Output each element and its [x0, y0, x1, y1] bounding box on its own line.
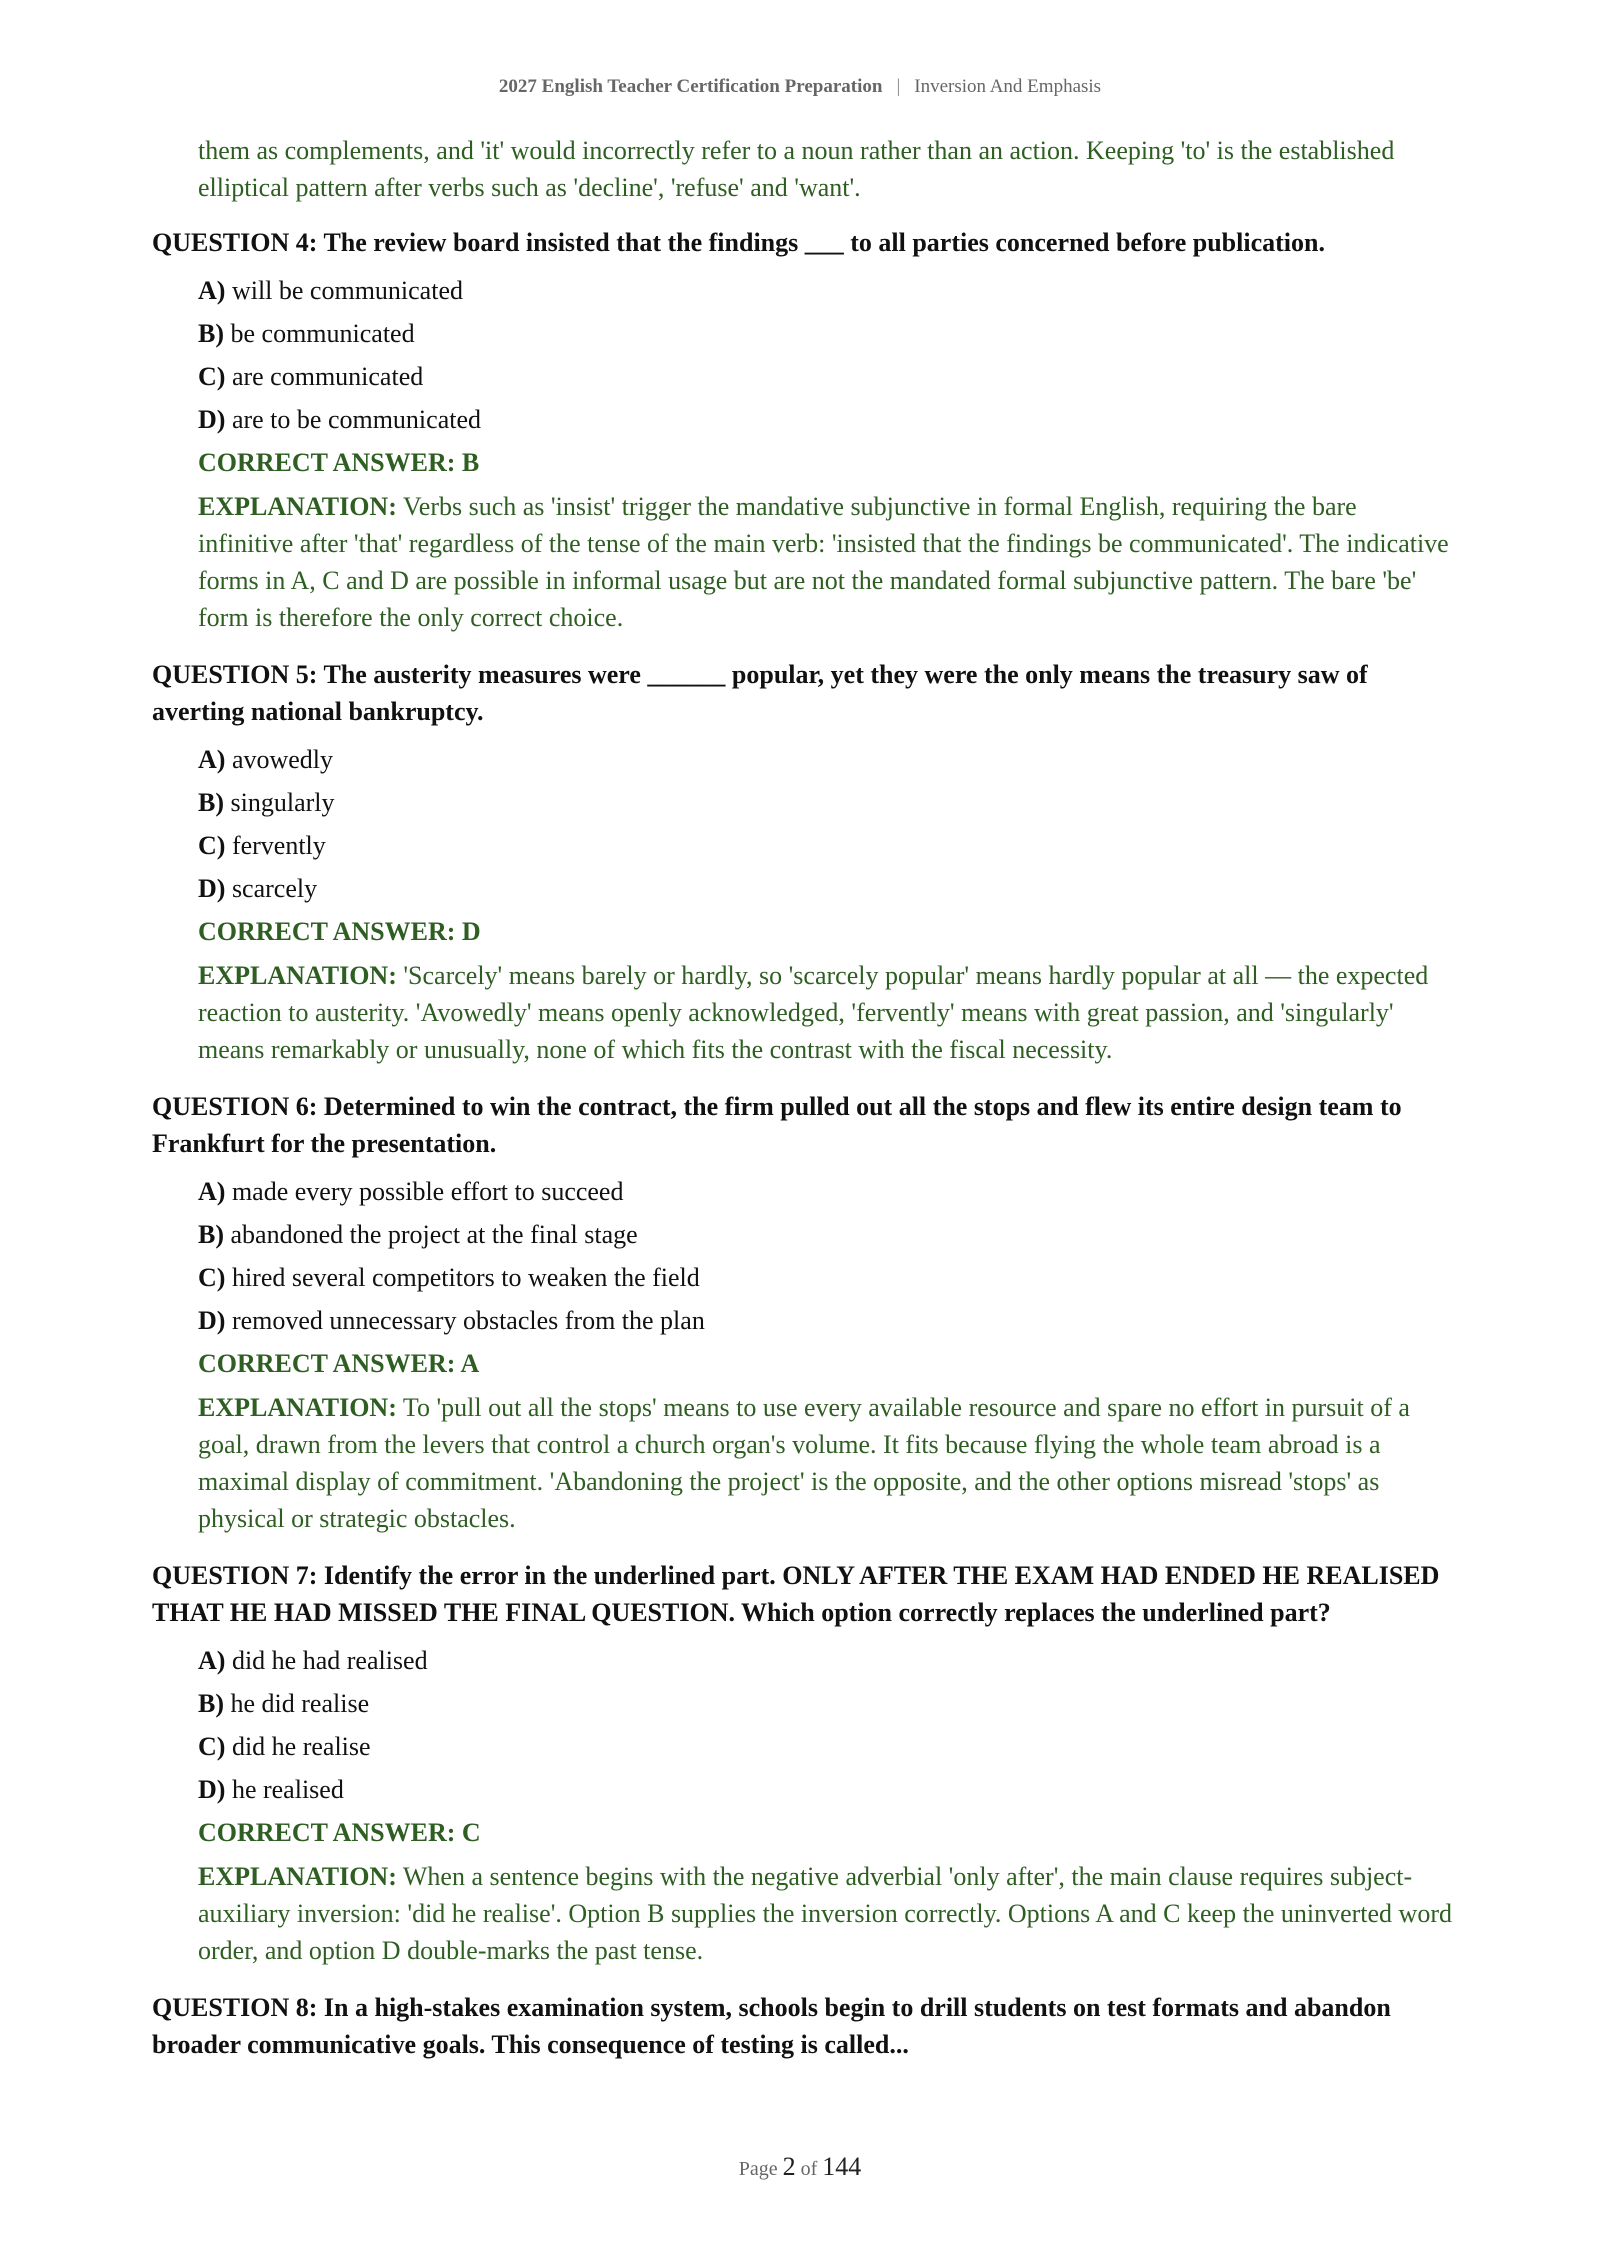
option-d — [198, 867, 1452, 910]
question-text: QUESTION 7: Identify the error in the underlined part. ONLY AFTER THE EXAM HAD ENDED HE REALISED THAT HE HAD MISSED THE FINAL QUESTION. Which option correctly replaces the underlined part? — [152, 1561, 1440, 1627]
option-b — [198, 781, 1452, 824]
option-text: did he had realised — [231, 1646, 428, 1675]
option-a — [198, 1639, 1452, 1682]
carryover-paragraph: them as complements, and 'it' would incorrectly refer to a noun rather than an action. Keeping 'to' is the established elliptical pattern after verbs such as 'decline', 'refuse' and 'want'. — [198, 136, 1395, 202]
option-letter: B) — [198, 319, 224, 348]
option-letter: C) — [198, 1732, 226, 1761]
option-a — [198, 1170, 1452, 1213]
option-letter: A) — [198, 1646, 226, 1675]
explanation-label: EXPLANATION: — [198, 961, 397, 990]
option-text: he did realise — [230, 1689, 370, 1718]
option-d — [198, 398, 1452, 441]
option-text: are communicated — [231, 362, 424, 391]
option-text: abandoned the project at the final stage — [230, 1220, 638, 1249]
option-letter: B) — [198, 1220, 224, 1249]
question-block-4 — [152, 224, 1452, 636]
option-text: he realised — [231, 1775, 344, 1804]
question-text: QUESTION 4: The review board insisted that the findings ___ to all parties concerned before publication. — [152, 228, 1325, 257]
explanation — [198, 957, 1452, 1068]
page-footer — [0, 2152, 1600, 2182]
option-b — [198, 1213, 1452, 1256]
option-letter: A) — [198, 745, 226, 774]
explanation — [198, 1389, 1452, 1537]
explanation-text: Verbs such as 'insist' trigger the mandative subjunctive in formal English, requiring the bare infinitive after 'that' regardless of the tense of the main verb: 'insisted that the findings be communicated'. The indicative forms in A, C and D are possible in informal usage but are not the mandated formal subjunctive pattern. The bare 'be' form is therefore the only correct choice. — [198, 492, 1449, 632]
option-text: did he realise — [231, 1732, 371, 1761]
option-letter: D) — [198, 874, 226, 903]
page-word: Page — [738, 2158, 778, 2180]
correct-answer: CORRECT ANSWER: D — [198, 917, 481, 946]
question-block-7 — [152, 1557, 1452, 1969]
question-block-6 — [152, 1088, 1452, 1537]
page-header — [0, 76, 1600, 98]
option-a — [198, 269, 1452, 312]
total-pages: 144 — [822, 2152, 862, 2181]
option-letter: C) — [198, 1263, 226, 1292]
explanation-label: EXPLANATION: — [198, 1393, 397, 1422]
explanation-label: EXPLANATION: — [198, 1862, 397, 1891]
option-c — [198, 1256, 1452, 1299]
question-text: QUESTION 6: Determined to win the contract, the firm pulled out all the stops and flew its entire design team to Frankfurt for the presentation. — [152, 1092, 1402, 1158]
section-title: Inversion And Emphasis — [914, 76, 1102, 97]
option-text: singularly — [230, 788, 335, 817]
option-letter: B) — [198, 788, 224, 817]
explanation — [198, 488, 1452, 636]
question-block-5 — [152, 656, 1452, 1068]
page-content — [152, 132, 1452, 2071]
option-letter: D) — [198, 1306, 226, 1335]
option-text: avowedly — [231, 745, 334, 774]
explanation-text: When a sentence begins with the negative adverbial 'only after', the main clause requires subject-auxiliary inversion: 'did he realise'. Option B supplies the inversion correctly. Options A and C keep the uninverted word order, and option D double-marks the past tense. — [198, 1862, 1452, 1965]
option-text: made every possible effort to succeed — [231, 1177, 624, 1206]
explanation-text: 'Scarcely' means barely or hardly, so 'scarcely popular' means hardly popular at all — the expected reaction to austerity. 'Avowedly' means openly acknowledged, 'fervently' means with great passion, and 'singularly' means remarkably or unusually, none of which fits the contrast with the fiscal necessity. — [198, 961, 1429, 1064]
explanation — [198, 1858, 1452, 1969]
option-d — [198, 1768, 1452, 1811]
correct-answer: CORRECT ANSWER: C — [198, 1818, 481, 1847]
option-c — [198, 824, 1452, 867]
document-title: 2027 English Teacher Certification Preparation — [498, 76, 883, 97]
option-letter: C) — [198, 831, 226, 860]
option-text: removed unnecessary obstacles from the plan — [231, 1306, 705, 1335]
option-text: are to be communicated — [231, 405, 481, 434]
option-text: scarcely — [231, 874, 318, 903]
option-d — [198, 1299, 1452, 1342]
option-letter: A) — [198, 276, 226, 305]
question-text: QUESTION 5: The austerity measures were ______ popular, yet they were the only means the treasury saw of averting national bankruptcy. — [152, 660, 1368, 726]
option-text: will be communicated — [231, 276, 463, 305]
option-letter: A) — [198, 1177, 226, 1206]
option-b — [198, 312, 1452, 355]
correct-answer: CORRECT ANSWER: A — [198, 1349, 480, 1378]
option-letter: B) — [198, 1689, 224, 1718]
explanation-text: To 'pull out all the stops' means to use every available resource and spare no effort in pursuit of a goal, drawn from the levers that control a church organ's volume. It fits because flying the whole team abroad is a maximal display of commitment. 'Abandoning the project' is the opposite, and the other options misread 'stops' as physical or strategic obstacles. — [198, 1393, 1410, 1533]
option-c — [198, 355, 1452, 398]
of-word: of — [800, 2158, 818, 2180]
option-b — [198, 1682, 1452, 1725]
option-text: be communicated — [230, 319, 415, 348]
question-block-8 — [152, 1989, 1452, 2063]
explanation-label: EXPLANATION: — [198, 492, 397, 521]
option-text: fervently — [231, 831, 326, 860]
page-number: 2 — [782, 2152, 796, 2181]
header-separator: | — [896, 76, 901, 97]
option-a — [198, 738, 1452, 781]
option-letter: C) — [198, 362, 226, 391]
option-letter: D) — [198, 405, 226, 434]
option-letter: D) — [198, 1775, 226, 1804]
question-text: QUESTION 8: In a high-stakes examination system, schools begin to drill students on test formats and abandon broader communicative goals. This consequence of testing is called... — [152, 1993, 1391, 2059]
option-text: hired several competitors to weaken the field — [231, 1263, 700, 1292]
correct-answer: CORRECT ANSWER: B — [198, 448, 480, 477]
option-c — [198, 1725, 1452, 1768]
